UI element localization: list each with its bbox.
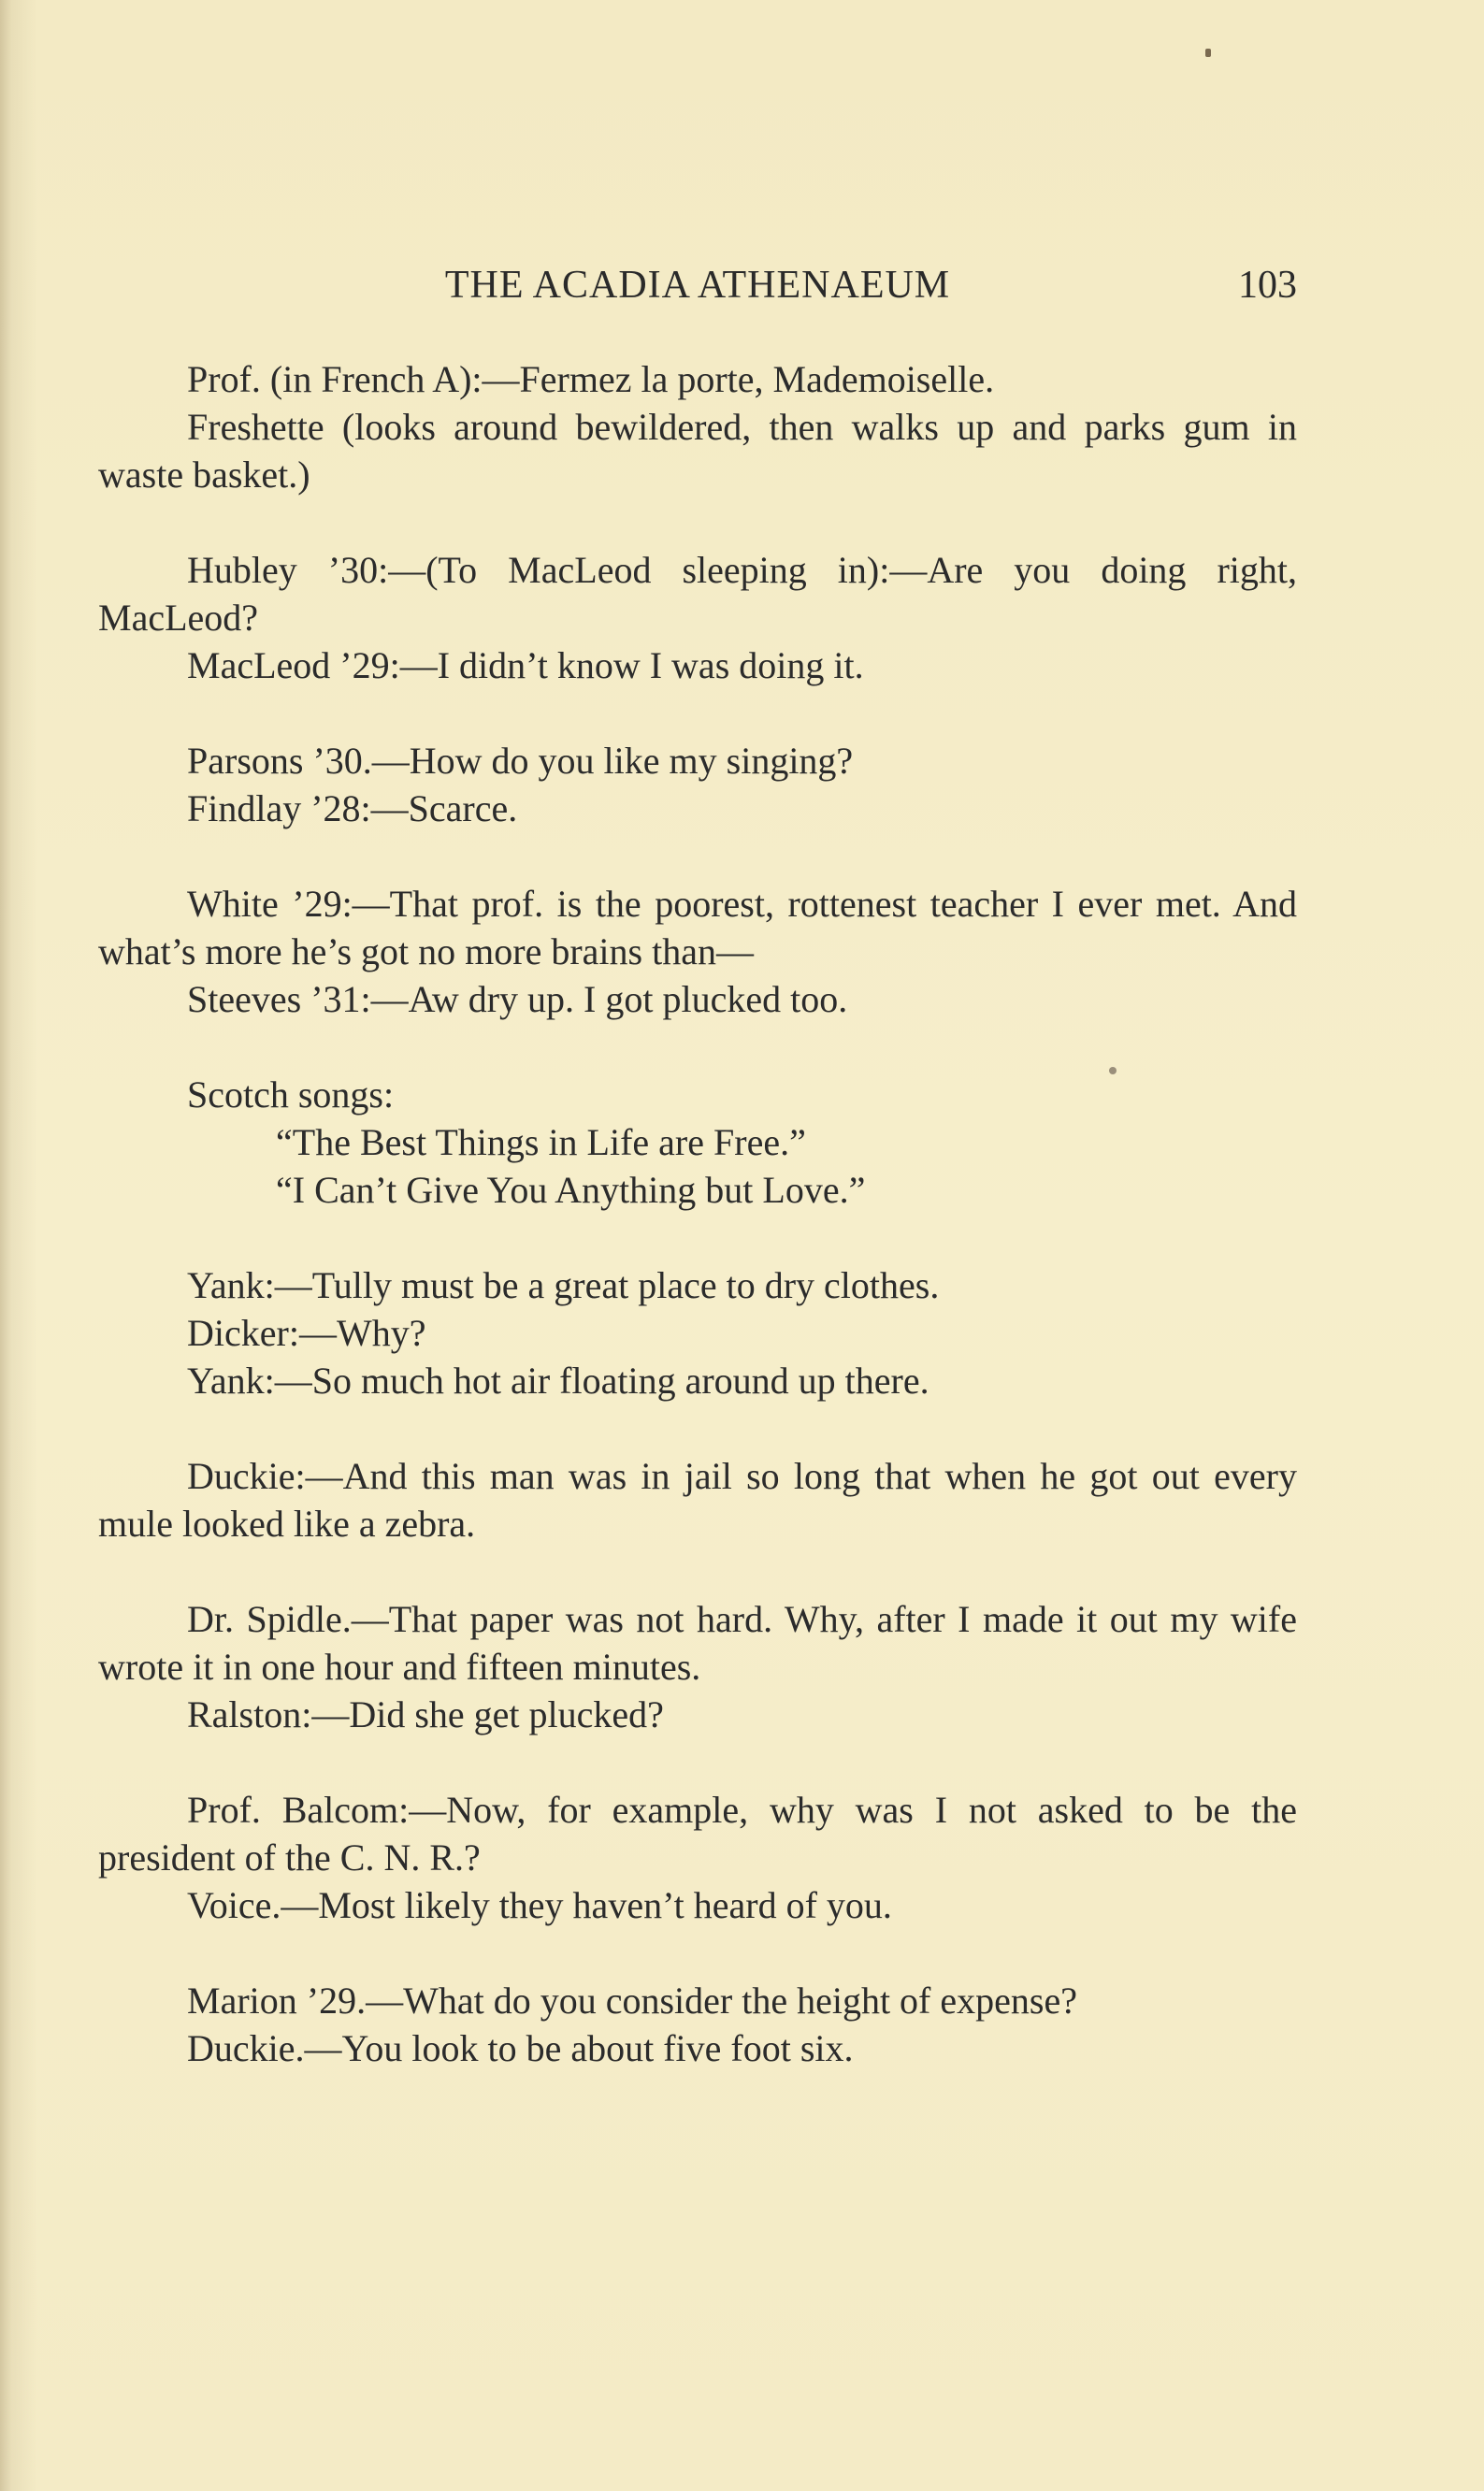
joke-line: Steeves ’31:—Aw dry up. I got plucked too.	[187, 978, 848, 1020]
joke-line: MacLeod ’29:—I didn’t know I was doing it.	[187, 644, 864, 686]
song-title: “The Best Things in Life are Free.”	[276, 1121, 806, 1163]
joke-line: Parsons ’30.—How do you like my singing?	[187, 740, 854, 782]
joke-line: Dr. Spidle.—That paper was not hard. Why, after I made it out my wife wrote it in one hour and fifteen minutes.	[98, 1598, 1297, 1688]
page-body	[98, 355, 1297, 2072]
joke-line: Findlay ’28:—Scarce.	[187, 787, 518, 829]
joke-line: Dicker:—Why?	[187, 1312, 426, 1354]
joke-line: Prof. Balcom:—Now, for example, why was I not asked to be the president of the C. N. R.?	[98, 1789, 1297, 1879]
joke-line: Duckie:—And this man was in jail so long that when he got out every mule looked like a zebra.	[98, 1455, 1297, 1545]
page-number: 103	[1238, 264, 1297, 307]
joke-line: Duckie.—You look to be about five foot six.	[187, 2027, 854, 2069]
joke-line: Ralston:—Did she get plucked?	[187, 1693, 664, 1735]
joke-line: White ’29:—That prof. is the poorest, rottenest teacher I ever met. And what’s more he’s got no more brains than—	[98, 883, 1297, 972]
song-title: “I Can’t Give You Anything but Love.”	[276, 1169, 866, 1211]
running-head	[98, 263, 1297, 311]
joke-line: Hubley ’30:—(To MacLeod sleeping in):—Are you doing right, MacLeod?	[98, 549, 1297, 639]
journal-title: THE ACADIA ATHENAEUM	[444, 264, 951, 307]
ink-speck	[1205, 49, 1211, 57]
joke-line: Yank:—Tully must be a great place to dry clothes.	[187, 1264, 940, 1306]
joke-line: Freshette (looks around bewildered, then walks up and parks gum in waste basket.)	[98, 406, 1297, 496]
joke-line: Scotch songs:	[187, 1073, 395, 1116]
joke-line: Marion ’29.—What do you consider the height of expense?	[187, 1980, 1077, 2022]
joke-line: Prof. (in French A):—Fermez la porte, Mademoiselle.	[187, 358, 995, 400]
joke-line: Voice.—Most likely they haven’t heard of you.	[187, 1884, 892, 1926]
joke-line: Yank:—So much hot air floating around up there.	[187, 1360, 929, 1402]
